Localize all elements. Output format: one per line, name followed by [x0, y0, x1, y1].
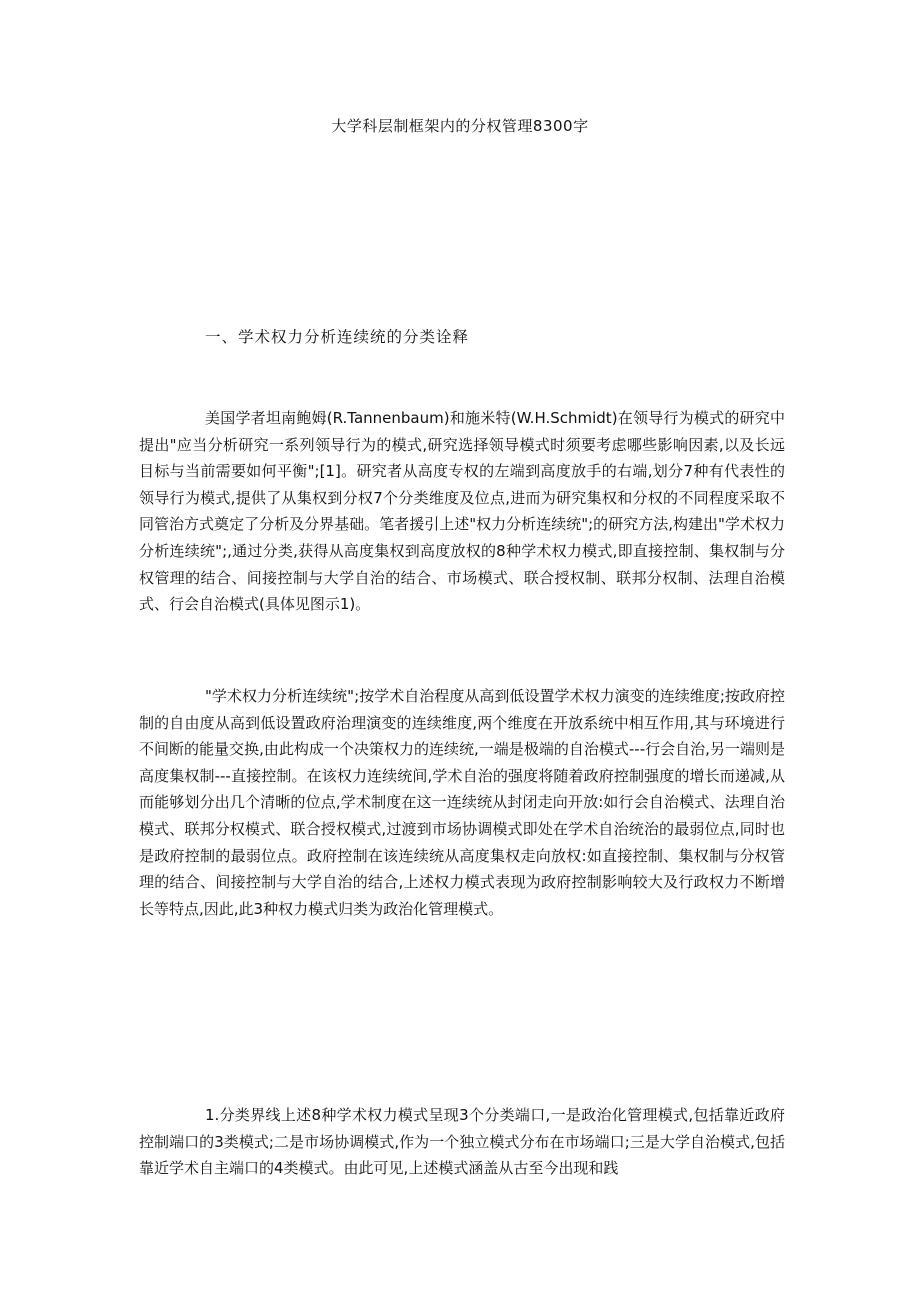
document-title: 大学科层制框架内的分权管理8300字 — [331, 117, 589, 135]
body-paragraph: 1.分类界线上述8种学术权力模式呈现3个分类端口,一是政治化管理模式,包括靠近政府控制端口的3类模式;二是市场协调模式,作为一个独立模式分布在市场端口;三是大学自治模式,包括靠近学术自主端口的4类模式。由此可见,上述模式涵盖从古至今出现和践 — [139, 1106, 785, 1178]
body-paragraph: 美国学者坦南鲍姆(R.Tannenbaum)和施米特(W.H.Schmidt)在领导行为模式的研究中提出"应当分析研究一系列领导行为的模式,研究选择领导模式时须要考虑哪些影响因素,以及长远目标与当前需要如何平衡";[1]。研究者从高度专权的左端到高度放手的右端,划分7种有代表性的领导行为模式,提供了从集权到分权7个分类维度及位点,进而为研究集权和分权的不同程度采取不同管治方式奠定了分析及分界基础。笔者援引上述"权力分析连续统";的研究方法,构建出"学术权力分析连续统";,通过分类,获得从高度集权到高度放权的8种学术权力模式,即直接控制、集权制与分权管理的结合、间接控制与大学自治的结合、市场模式、联合授权制、联邦分权制、法理自治模式、行会自治模式(具体见图示1)。 — [139, 409, 785, 614]
body-paragraph: "学术权力分析连续统";按学术自治程度从高到低设置学术权力演变的连续维度;按政府控制的自由度从高到低设置政府治理演变的连续维度,两个维度在开放系统中相互作用,其与环境进行不间断的能量交换,由此构成一个决策权力的连续统,一端是极端的自治模式---行会自治,另一端则是高度集权制---直接控制。在该权力连续统间,学术自治的强度将随着政府控制强度的增长而递减,从而能够划分出几个清晰的位点,学术制度在这一连续统从封闭走向开放:如行会自治模式、法理自治模式、联邦分权模式、联合授权模式,过渡到市场协调模式即处在学术自治统治的最弱位点,同时也是政府控制的最弱位点。政府控制在该连续统从高度集权走向放权:如直接控制、集权制与分权管理的结合、间接控制与大学自治的结合,上述权力模式表现为政府控制影响较大及行政权力不断增长等特点,因此,此3种权力模式归类为政治化管理模式。 — [139, 687, 785, 918]
section-heading: 一、学术权力分析连续统的分类诠释 — [205, 328, 470, 346]
